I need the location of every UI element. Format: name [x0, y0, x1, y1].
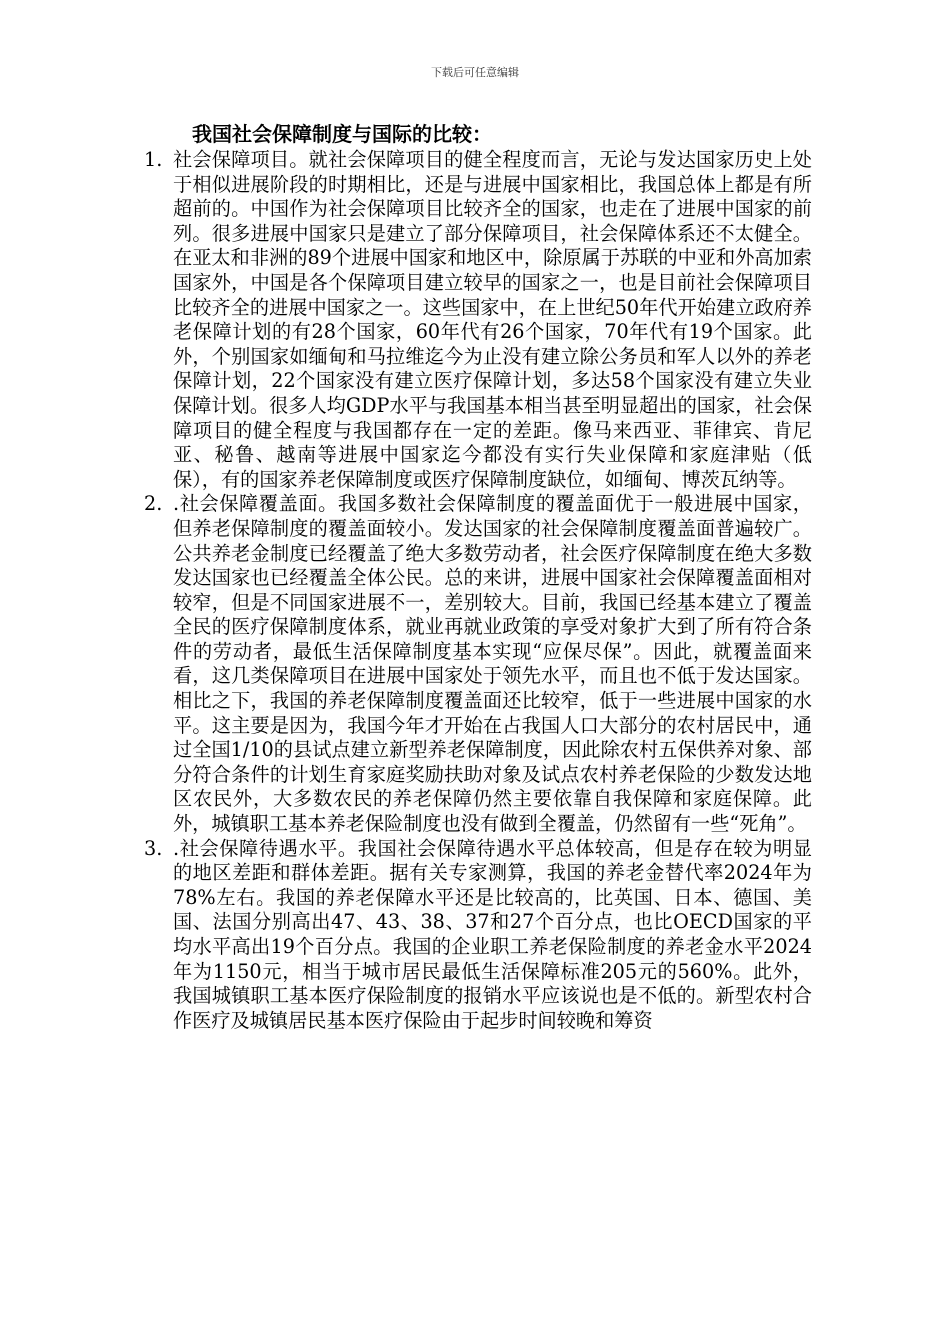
page-header-note: 下载后可任意编辑	[431, 66, 519, 79]
list-item-text: 社会保障项目。就社会保障项目的健全程度而言，无论与发达国家历史上处于相似进展阶段的时期相比，还是与进展中国家相比，我国总体上都是有所超前的。中国作为社会保障项目比较齐全的国家，也走在了进展中国家的前列。很多进展中国家只是建立了部分保障项目，社会保障体系还不太健全。在亚太和非洲的89个进展中国家和地区中，除原属于苏联的中亚和外高加索国家外，中国是各个保障项目建立较早的国家之一，也是目前社会保障项目比较齐全的进展中国家之一。这些国家中，在上世纪50年代开始建立政府养老保障计划的有28个国家，60年代有26个国家，70年代有19个国家。此外，个别国家如缅甸和马拉维迄今为止没有建立除公务员和军人以外的养老保障计划，22个国家没有建立医疗保障计划，多达58个国家没有建立失业保障计划。很多人均GDP水平与我国基本相当甚至明显超出的国家，社会保障项目的健全程度与我国都存在一定的差距。像马来西亚、菲律宾、肯尼亚、秘鲁、越南等进展中国家迄今都没有实行失业保障和家庭津贴（低保），有的国家养老保障制度或医疗保障制度缺位，如缅甸、博茨瓦纳等。	[173, 148, 812, 491]
list-item-number: 2.	[144, 492, 163, 516]
document-title: 我国社会保障制度与国际的比较：	[192, 122, 492, 146]
document-body	[140, 120, 812, 1033]
list-item-text: .社会保障覆盖面。我国多数社会保障制度的覆盖面优于一般进展中国家，但养老保障制度的覆盖面较小。发达国家的社会保障制度覆盖面普遍较广。公共养老金制度已经覆盖了绝大多数劳动者，社会医疗保障制度在绝大多数发达国家也已经覆盖全体公民。总的来讲，进展中国家社会保障覆盖面相对较窄，但是不同国家进展不一，差别较大。目前，我国已经基本建立了覆盖全民的医疗保障制度体系，就业再就业政策的享受对象扩大到了所有符合条件的劳动者，最低生活保障制度基本实现“应保尽保”。因此，就覆盖面来看，这几类保障项目在进展中国家处于领先水平，而且也不低于发达国家。相比之下，我国的养老保障制度覆盖面还比较窄，低于一些进展中国家的水平。这主要是因为，我国今年才开始在占我国人口大部分的农村居民中，通过全国1/10的县试点建立新型养老保障制度，因此除农村五保供养对象、部分符合条件的计划生育家庭奖励扶助对象及试点农村养老保险的少数发达地区农民外，大多数农民的养老保障仍然主要依靠自我保障和家庭保障。此外，城镇职工基本养老保险制度也没有做到全覆盖，仍然留有一些“死角”。	[173, 492, 812, 836]
list-item	[140, 837, 812, 1034]
list-item	[140, 148, 812, 492]
list-item	[140, 492, 812, 836]
numbered-list	[140, 148, 812, 1033]
list-item-number: 1.	[144, 148, 163, 171]
list-item-number: 3.	[144, 836, 163, 860]
list-item-text: .社会保障待遇水平。我国社会保障待遇水平总体较高，但是存在较为明显的地区差距和群体差距。据有关专家测算，我国的养老金替代率2024年为78%左右。我国的养老保障水平还是比较高的，比英国、日本、德国、美国、法国分别高出47、43、38、37和27个百分点，也比OECD国家的平均水平高出19个百分点。我国的企业职工养老保险制度的养老金水平2024年为1150元，相当于城市居民最低生活保障标准205元的560%。此外，我国城镇职工基本医疗保险制度的报销水平应该说也是不低的。新型农村合作医疗及城镇居民基本医疗保险由于起步时间较晚和筹资	[173, 836, 812, 1032]
